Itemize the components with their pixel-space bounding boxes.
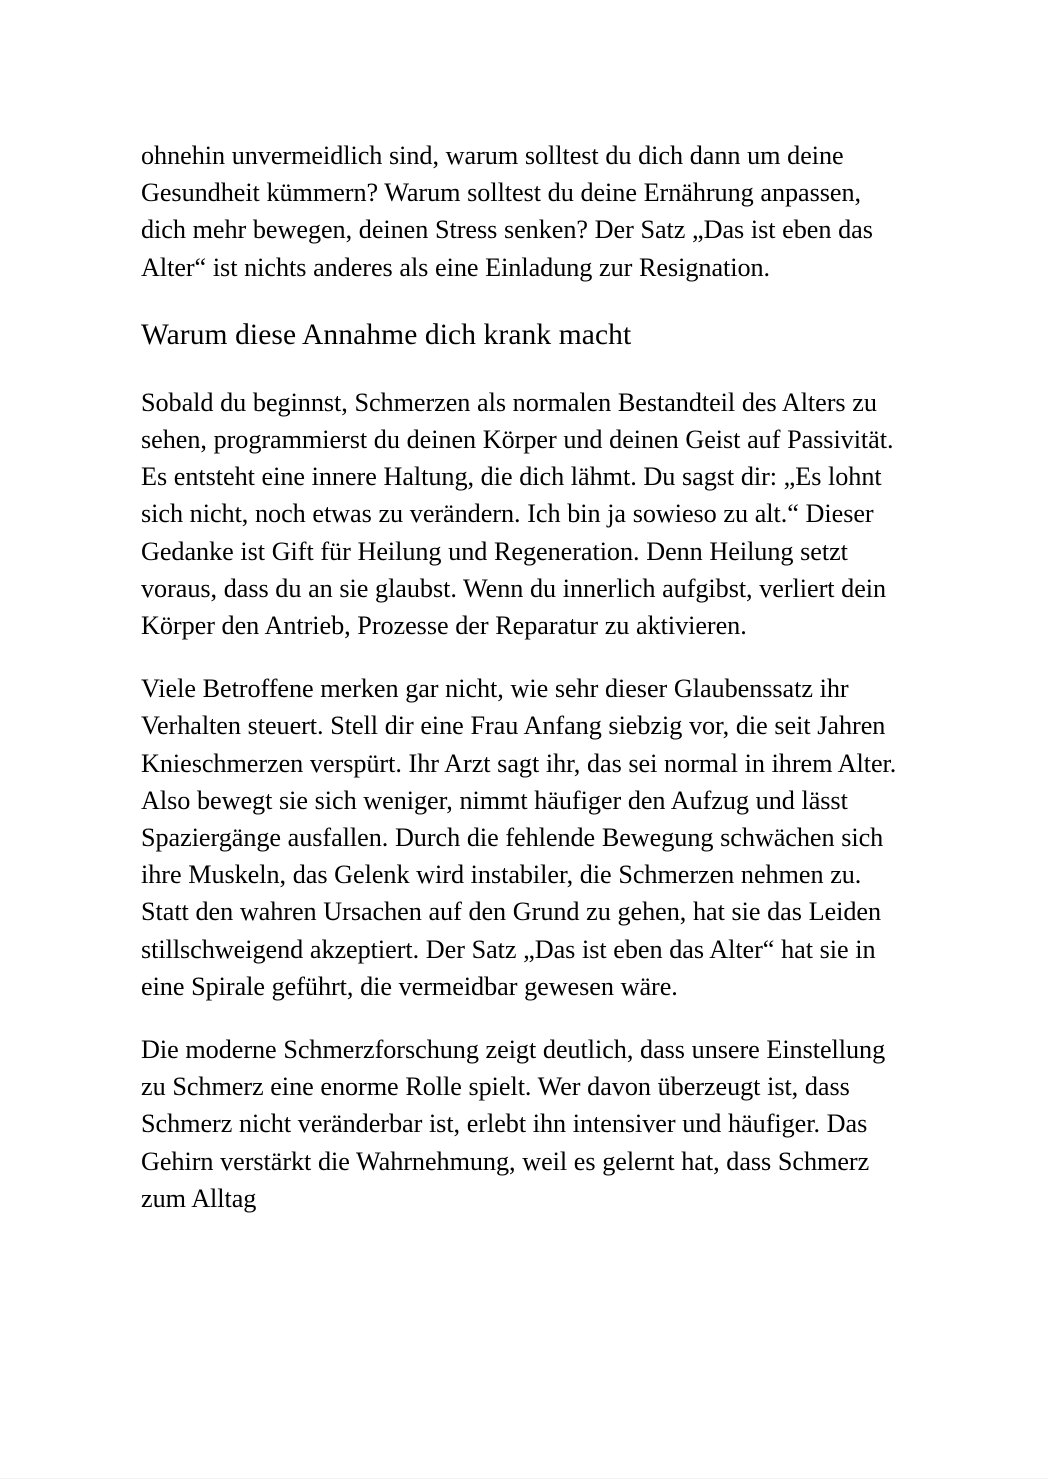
text-column (141, 137, 905, 1217)
paragraph-passivitaet: Sobald du beginnst, Schmerzen als normalen Bestandteil des Alters zu sehen, programmierst du deinen Körper und deinen Geist auf Passivität. Es entsteht eine innere Haltung, die dich lähmt. Du sagst dir: „Es lohnt sich nicht, noch etwas zu verändern. Ich bin ja sowieso zu alt.“ Dieser Gedanke ist Gift für Heilung und Regeneration. Denn Heilung setzt voraus, dass du an sie glaubst. Wenn du innerlich aufgibst, verliert dein Körper den Antrieb, Prozesse der Reparatur zu aktivieren. (141, 387, 894, 641)
paragraph-schmerzforschung: Die moderne Schmerzforschung zeigt deutlich, dass unsere Einstellung zu Schmerz eine enorme Rolle spielt. Wer davon überzeugt ist, dass Schmerz nicht veränderbar ist, erlebt ihn intensiver und häufiger. Das Gehirn verstärkt die Wahrnehmung, weil es gelernt hat, dass Schmerz zum Alltag (141, 1035, 886, 1213)
paragraph-glaubenssatz: Viele Betroffene merken gar nicht, wie sehr dieser Glaubenssatz ihr Verhalten steuert. Stell dir eine Frau Anfang siebzig vor, die seit Jahren Knieschmerzen verspürt. Ihr Arzt sagt ihr, das sei normal in ihrem Alter. Also bewegt sie sich weniger, nimmt häufiger den Aufzug und lässt Spaziergänge ausfallen. Durch die fehlende Bewegung schwächen sich ihre Muskeln, das Gelenk wird instabiler, die Schmerzen nehmen zu. Statt den wahren Ursachen auf den Grund zu gehen, hat sie das Leiden stillschweigend akzeptiert. Der Satz „Das ist eben das Alter“ hat sie in eine Spirale geführt, die vermeidbar gewesen wäre. (141, 674, 897, 1001)
section-heading: Warum diese Annahme dich krank macht (141, 318, 632, 351)
paragraph-continuation: ohnehin unvermeidlich sind, warum solltest du dich dann um deine Gesundheit kümmern? Warum solltest du deine Ernährung anpassen, dich mehr bewegen, deinen Stress senken? Der Satz „Das ist eben das Alter“ ist nichts anderes als eine Einladung zur Resignation. (141, 141, 873, 282)
